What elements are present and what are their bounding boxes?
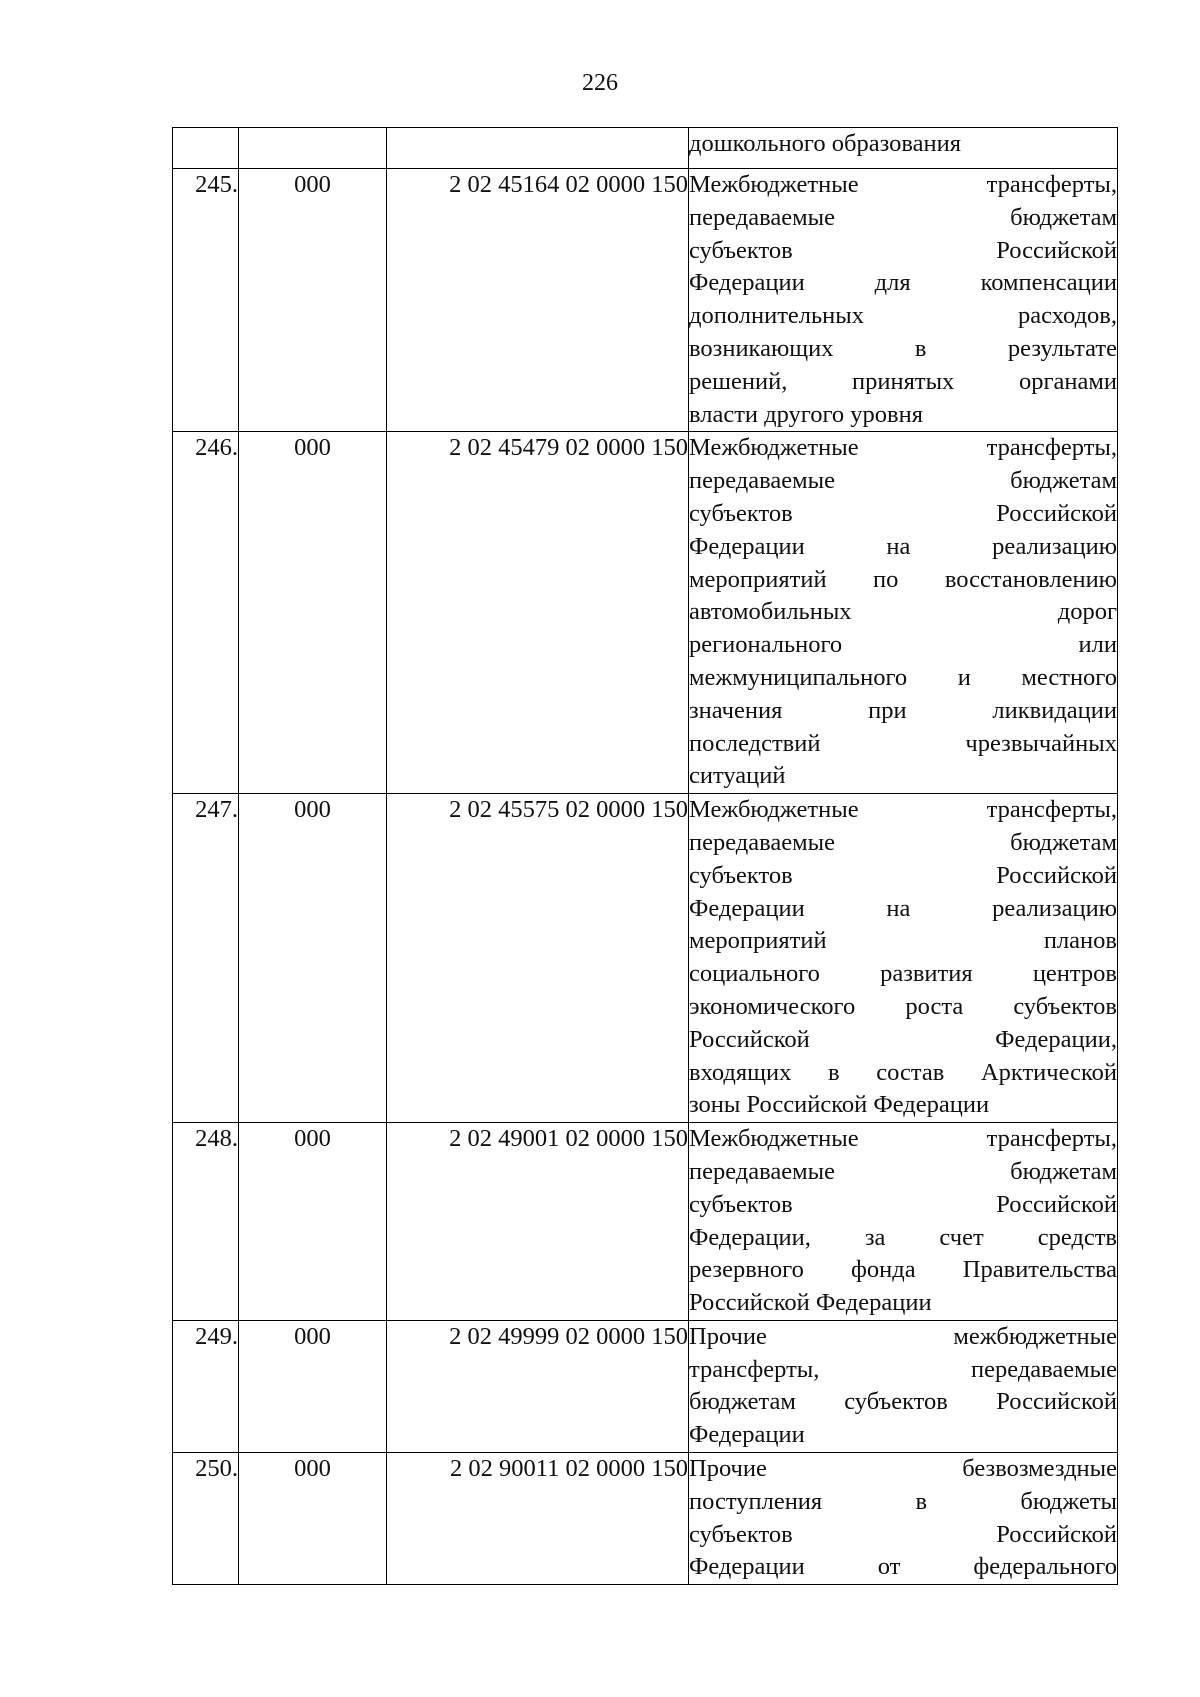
name-line: Федерации на реализацию: [689, 894, 1117, 922]
name-line: резервного фонда Правительства: [689, 1256, 1117, 1284]
name-line: входящих в состав Арктической: [689, 1058, 1117, 1086]
name-line: субъектов Российской: [689, 236, 1117, 264]
name-line: регионального или: [689, 631, 1117, 659]
name-line: трансферты, передаваемые: [689, 1355, 1117, 1383]
admin-code-cell: [239, 128, 387, 169]
name-line: Федерации, за счет средств: [689, 1223, 1117, 1251]
row-number-cell: 246.: [173, 432, 239, 794]
name-line: передаваемые бюджетам: [689, 467, 1117, 495]
name-line: мероприятий планов: [689, 927, 1117, 955]
table-row: [173, 1320, 1118, 1452]
admin-code-cell: 000: [239, 1123, 387, 1321]
name-line: субъектов Российской: [689, 861, 1117, 889]
name-line: Российской Федерации,: [689, 1025, 1117, 1053]
admin-code-cell: 000: [239, 1453, 387, 1585]
admin-code-cell: 000: [239, 432, 387, 794]
row-number-cell: 248.: [173, 1123, 239, 1321]
name-line: Федерации на реализацию: [689, 532, 1117, 560]
name-line: Межбюджетные трансферты,: [689, 434, 1117, 462]
revenue-name-cell: [689, 1320, 1118, 1452]
revenue-name-cell: [689, 169, 1118, 432]
name-line: субъектов Российской: [689, 499, 1117, 527]
budget-code-cell: [387, 128, 689, 169]
name-line: передаваемые бюджетам: [689, 1157, 1117, 1185]
admin-code-cell: 000: [239, 169, 387, 432]
revenue-name-cell: [689, 794, 1118, 1123]
name-line: автомобильных дорог: [689, 598, 1117, 626]
page-number: 226: [582, 70, 618, 96]
revenue-name-cell: [689, 128, 1118, 169]
name-line: зоны Российской Федерации: [689, 1091, 990, 1119]
name-line: значения при ликвидации: [689, 696, 1117, 724]
name-line: передаваемые бюджетам: [689, 203, 1117, 231]
table-body: [173, 128, 1118, 1585]
row-number-cell: [173, 128, 239, 169]
name-line: Федерации: [689, 1421, 805, 1449]
table-row: [173, 169, 1118, 432]
name-line: субъектов Российской: [689, 1190, 1117, 1218]
name-line: Прочие безвозмездные: [689, 1455, 1117, 1483]
name-line: экономического роста субъектов: [689, 992, 1117, 1020]
name-line: социального развития центров: [689, 960, 1117, 988]
name-line: дополнительных расходов,: [689, 302, 1117, 330]
name-line: Прочие межбюджетные: [689, 1322, 1117, 1350]
row-number-cell: 249.: [173, 1320, 239, 1452]
name-line: Российской Федерации: [689, 1289, 932, 1317]
table-row: [173, 794, 1118, 1123]
name-line: Федерации для компенсации: [689, 269, 1117, 297]
name-line: последствий чрезвычайных: [689, 729, 1117, 757]
name-line: мероприятий по восстановлению: [689, 565, 1117, 593]
name-line: возникающих в результате: [689, 334, 1117, 362]
continuation-row: [173, 128, 1118, 169]
name-line: Межбюджетные трансферты,: [689, 1125, 1117, 1153]
admin-code-cell: 000: [239, 1320, 387, 1452]
name-line: Межбюджетные трансферты,: [689, 796, 1117, 824]
budget-code-cell: 2 02 49001 02 0000 150: [387, 1123, 689, 1321]
budget-code-cell: 2 02 90011 02 0000 150: [387, 1453, 689, 1585]
admin-code-cell: 000: [239, 794, 387, 1123]
table-row: [173, 432, 1118, 794]
revenue-name-cell: [689, 432, 1118, 794]
name-line: власти другого уровня: [689, 400, 924, 428]
budget-code-cell: 2 02 45575 02 0000 150: [387, 794, 689, 1123]
row-number-cell: 247.: [173, 794, 239, 1123]
table-row: [173, 1123, 1118, 1321]
revenue-name-cell: [689, 1453, 1118, 1585]
table-row: [173, 1453, 1118, 1585]
row-number-cell: 250.: [173, 1453, 239, 1585]
budget-code-cell: 2 02 45164 02 0000 150: [387, 169, 689, 432]
name-line: бюджетам субъектов Российской: [689, 1388, 1117, 1416]
revenue-name-cell: [689, 1123, 1118, 1321]
name-line: Федерации от федерального: [689, 1553, 1117, 1581]
name-line: поступления в бюджеты: [689, 1487, 1117, 1515]
name-line: дошкольного образования: [689, 130, 961, 157]
budget-code-cell: 2 02 45479 02 0000 150: [387, 432, 689, 794]
row-number-cell: 245.: [173, 169, 239, 432]
name-line: решений, принятых органами: [689, 367, 1117, 395]
name-line: ситуаций: [689, 762, 786, 790]
budget-code-cell: 2 02 49999 02 0000 150: [387, 1320, 689, 1452]
name-line: субъектов Российской: [689, 1520, 1117, 1548]
name-line: Межбюджетные трансферты,: [689, 171, 1117, 198]
name-line: межмуниципального и местного: [689, 663, 1117, 691]
budget-codes-table: [172, 127, 1118, 1585]
name-line: передаваемые бюджетам: [689, 828, 1117, 856]
